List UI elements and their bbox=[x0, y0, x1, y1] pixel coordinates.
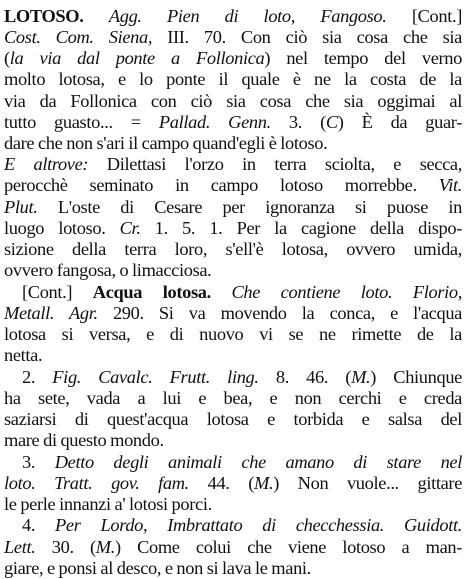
entry-text: [Cont.] bbox=[22, 282, 93, 302]
entry-citation: Fig. Cavalc. Frutt. ling. bbox=[52, 367, 259, 387]
entry-line bbox=[4, 323, 462, 345]
entry-text: 2. bbox=[22, 367, 53, 387]
entry-citation: Metall. Agr. bbox=[4, 303, 98, 323]
entry-citation: C bbox=[325, 112, 338, 132]
entry-text: III. 70. Con ciò sia cosa che sia bbox=[152, 27, 462, 47]
entry-citation: Plut. bbox=[4, 197, 38, 217]
entry-citation: Pallad. Genn. bbox=[158, 112, 271, 132]
entry-citation: Detto degli animali che amano di stare nel bbox=[54, 452, 462, 472]
entry-citation: Che contiene loto. Florio, bbox=[231, 282, 462, 302]
entry-text: tutto guasto... = bbox=[4, 112, 159, 132]
entry-line bbox=[4, 111, 462, 133]
entry-citation: Lett. bbox=[4, 537, 36, 557]
entry-line bbox=[4, 238, 462, 260]
entry-citation: Per Lordo, Imbrattato di checchessia. Guidott. bbox=[55, 515, 462, 535]
entry-text: ) nel tempo del verno bbox=[264, 48, 462, 68]
entry-text: le perle innanzi a' lotosi porci. bbox=[4, 494, 212, 514]
entry-text: 30. ( bbox=[35, 537, 96, 557]
entry-line bbox=[22, 451, 462, 473]
entry-line bbox=[4, 259, 462, 281]
entry-text: perocchè seminato in campo lotoso morrebbe. bbox=[4, 175, 439, 195]
entry-text bbox=[211, 282, 232, 302]
entry-line bbox=[4, 408, 462, 430]
entry-text: via da Follonica con ciò sia cosa che sia oggimai al bbox=[4, 91, 462, 111]
entry-text: 3. bbox=[22, 452, 55, 472]
entry-citation: M. bbox=[254, 473, 274, 493]
entry-text: 3. ( bbox=[270, 112, 326, 132]
entry-citation: Agg. Pien di loto, Fangoso. bbox=[108, 6, 387, 26]
entry-citation: loto. Tratt. gov. fam. bbox=[4, 473, 189, 493]
entry-line bbox=[4, 5, 462, 27]
entry-line bbox=[4, 344, 462, 366]
entry-line bbox=[4, 26, 462, 48]
entry-line bbox=[22, 514, 462, 536]
entry-text: 44. ( bbox=[188, 473, 254, 493]
entry-text: 290. Si va movendo la conca, e l'acqua bbox=[97, 303, 462, 323]
entry-line bbox=[4, 47, 462, 69]
entry-line bbox=[4, 153, 462, 175]
entry-citation: Cost. Com. Siena, bbox=[4, 27, 153, 47]
entry-text: molto lotosa, e lo ponte il quale è ne la costa de la bbox=[4, 69, 462, 89]
entry-headword: LOTOSO. bbox=[4, 6, 84, 26]
entry-text: lotosa si versa, e di nuovo vi se ne rimette de la bbox=[4, 324, 462, 344]
entry-text: ) È da guar- bbox=[337, 112, 462, 132]
entry-text: ( bbox=[4, 48, 10, 68]
entry-line bbox=[4, 217, 462, 239]
entry-text: mare di questo mondo. bbox=[4, 430, 164, 450]
entry-line bbox=[4, 68, 462, 90]
entry-text: [Cont.] bbox=[386, 6, 462, 26]
entry-text: luogo lotoso. bbox=[4, 218, 120, 238]
entry-line bbox=[4, 429, 462, 451]
entry-text: netta. bbox=[4, 345, 43, 365]
entry-citation: la via dal ponte a Follonica bbox=[9, 48, 265, 68]
entry-citation: Vit. bbox=[438, 175, 462, 195]
entry-citation: Cr. bbox=[119, 218, 141, 238]
entry-text: L'oste di Cesare per ignoranza si puose in bbox=[37, 197, 462, 217]
entry-text bbox=[84, 6, 109, 26]
entry-line bbox=[4, 387, 462, 409]
entry-text: ) Come colui che viene lotoso a man- bbox=[115, 537, 462, 557]
entry-line bbox=[4, 472, 462, 494]
entry-text: sizione della terra loro, s'ell'è lotosa, ovvero umida, bbox=[4, 239, 462, 259]
entry-text: giare, e ponsi al desco, e non si lava le mani. bbox=[4, 558, 311, 578]
entry-line bbox=[4, 557, 462, 579]
entry-text: saziarsi di quest'acqua lotosa e torbida e salsa del bbox=[4, 409, 462, 429]
entry-text: 1. 5. 1. Per la cagione della dispo- bbox=[140, 218, 462, 238]
entry-line bbox=[4, 174, 462, 196]
entry-line bbox=[4, 90, 462, 112]
entry-citation: M. bbox=[351, 367, 371, 387]
entry-line bbox=[4, 536, 462, 558]
entry-line bbox=[4, 302, 462, 324]
entry-text: 8. 46. ( bbox=[258, 367, 352, 387]
entry-text: ) Non vuole... gittare bbox=[273, 473, 462, 493]
entry-line bbox=[22, 281, 462, 303]
entry-text: 4. bbox=[22, 515, 56, 535]
entry-citation: M. bbox=[95, 537, 115, 557]
entry-citation: E altrove: bbox=[4, 154, 89, 174]
entry-text: ha sete, vada a lui e bea, e non cerchi e creda bbox=[4, 388, 462, 408]
entry-line bbox=[22, 366, 462, 388]
entry-line bbox=[4, 132, 462, 154]
entry-text: Dilettasi l'orzo in terra sciolta, e secca, bbox=[88, 154, 462, 174]
entry-text: dare che non s'ari il campo quand'egli è lotoso. bbox=[4, 133, 328, 153]
entry-line bbox=[4, 196, 462, 218]
entry-text: ovvero fangosa, o limacciosa. bbox=[4, 260, 212, 280]
entry-line bbox=[4, 493, 462, 515]
entry-headword: Acqua lotosa. bbox=[92, 282, 211, 302]
entry-text: ) Chiunque bbox=[370, 367, 462, 387]
